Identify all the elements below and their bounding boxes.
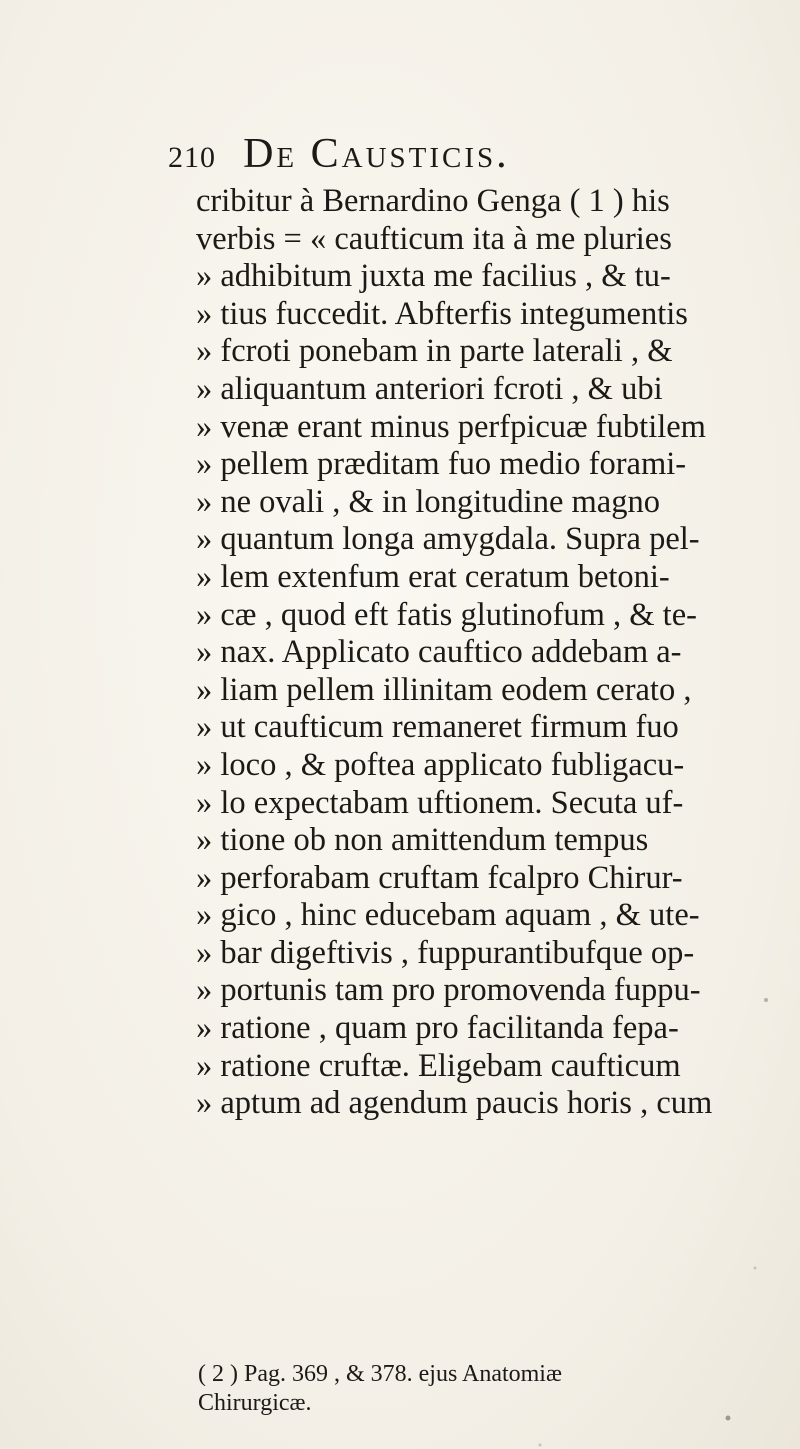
text-line: » adhibitum juxta me facilius , & tu- [196,258,671,295]
text-line: » venæ erant minus perfpicuæ fubtilem [196,408,706,445]
text-line: » ne ovali , & in longitudine magno [196,483,660,520]
text-line: » aptum ad agendum paucis horis , cum [196,1085,713,1122]
text-line: » nax. Applicato cauftico addebam a- [196,634,682,671]
text-line: » aliquantum anteriori fcroti , & ubi [196,370,663,407]
text-line: » gico , hinc educebam aquam , & ute- [196,897,700,934]
text-line: » portunis tam pro promovenda fuppu- [196,972,701,1009]
text-line: verbis = « caufticum ita à me pluries [196,220,672,257]
text-line: » ratione , quam pro facilitanda fepa- [196,1010,679,1047]
text-line: » perforabam cruftam fcalpro Chirur- [196,859,683,896]
speck [539,1444,542,1447]
text-line: » bar digeftivis , fuppurantibufque op- [196,934,695,971]
text-line: » lem extenfum erat ceratum betoni- [196,558,670,595]
text-line: » tione ob non amittendum tempus [196,822,649,859]
footnote-line: ( 2 ) Pag. 369 , & 378. ejus Anatomiæ [198,1361,562,1387]
text-line: cribitur à Bernardino Genga ( 1 ) his [196,183,670,219]
footnote [198,1360,778,1418]
text-line: » ratione cruftæ. Eligebam caufticum [196,1047,681,1084]
text-line: » ut caufticum remaneret firmum fuo [196,709,679,746]
page-header [168,130,688,180]
text-line: » loco , & poftea applicato fubligacu- [196,746,685,783]
text-line: » quantum longa amygdala. Supra pel- [196,521,700,558]
text-line: » pellem præditam fuo medio forami- [196,446,687,483]
text-line: » fcroti ponebam in parte laterali , & [196,333,673,370]
text-line: » cæ , quod eft fatis glutinofum , & te- [196,596,697,633]
text-line: » liam pellem illinitam eodem cerato , [196,671,692,708]
footnote-line: Chirurgicæ. [198,1390,312,1416]
page-number: 210 [168,141,216,174]
text-line: » tius fuccedit. Abfterfis integumentis [196,295,688,332]
speck [754,1267,757,1270]
running-title: De Causticis. [243,131,510,177]
text-line: » lo expectabam uftionem. Secuta uf- [196,784,684,821]
body-text [196,183,776,1123]
